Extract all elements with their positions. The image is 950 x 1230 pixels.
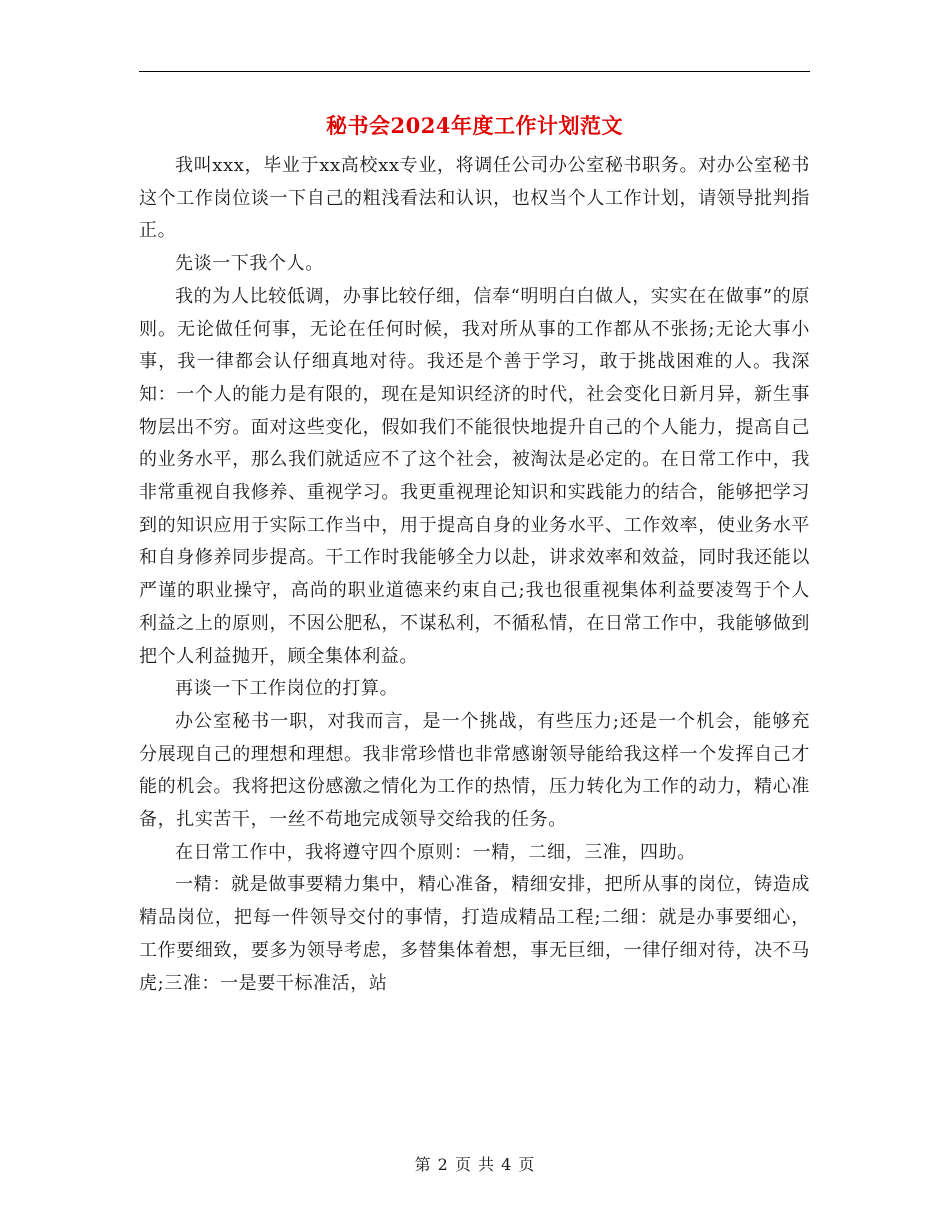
document-body <box>139 150 810 1000</box>
page-footer: 第 2 页 共 4 页 <box>414 1155 536 1174</box>
paragraph-principles-detail: 一精：就是做事要精力集中，精心准备，精细安排，把所从事的岗位，铸造成精品岗位，把每一件领导交付的事情，打造成精品工程;二细：就是办事要细心，工作要细致，要多为领导考虑，多替集体着想，事无巨细，一律仔细对待，决不马虎;三准：一是要干标准活，站 <box>139 874 810 994</box>
paragraph-position-heading: 再谈一下工作岗位的打算。 <box>175 678 399 700</box>
document-title: 秘书会2024年度工作计划范文 <box>326 113 623 138</box>
paragraph-personal-heading: 先谈一下我个人。 <box>175 253 324 275</box>
paragraph-principles: 在日常工作中，我将遵守四个原则：一精，二细，三准，四助。 <box>175 841 696 863</box>
paragraph-position: 办公室秘书一职，对我而言，是一个挑战，有些压力;还是一个机会，能够充分展现自己的理想和理想。我非常珍惜也非常感谢领导能给我这样一个发挥自己才能的机会。我将把这份感激之情化为工作的热情，压力转化为工作的动力，精心准备，扎实苦干，一丝不苟地完成领导交给我的任务。 <box>139 710 810 831</box>
header-rule <box>139 71 810 72</box>
paragraph-personal: 我的为人比较低调，办事比较仔细，信奉“明明白白做人，实实在在做事”的原则。无论做任何事，无论在任何时候，我对所从事的工作都从不张扬;无论大事小事，我一律都会认仔细真地对待。我还是个善于学习，敢于挑战困难的人。我深知：一个人的能力是有限的，现在是知识经济的时代，社会变化日新月异，新生事物层出不穷。面对这些变化，假如我们不能很快地提升自己的个人能力，提高自己的业务水平，那么我们就适应不了这个社会，被淘汰是必定的。在日常工作中，我非常重视自我修养、重视学习。我更重视理论知识和实践能力的结合，能够把学习到的知识应用于实际工作当中，用于提高自身的业务水平、工作效率，使业务水平和自身修养同步提高。干工作时我能够全力以赴，讲求效率和效益，同时我还能以严谨的职业操守，高尚的职业道德来约束自己;我也很重视集体利益要凌驾于个人利益之上的原则，不因公肥私，不谋私利，不循私情，在日常工作中，我能够做到把个人利益抛开，顾全集体利益。 <box>139 285 810 667</box>
paragraph-intro: 我叫xxx，毕业于xx高校xx专业，将调任公司办公室秘书职务。对办公室秘书这个工作岗位谈一下自己的粗浅看法和认识，也权当个人工作计划，请领导批判指正。 <box>139 155 810 242</box>
